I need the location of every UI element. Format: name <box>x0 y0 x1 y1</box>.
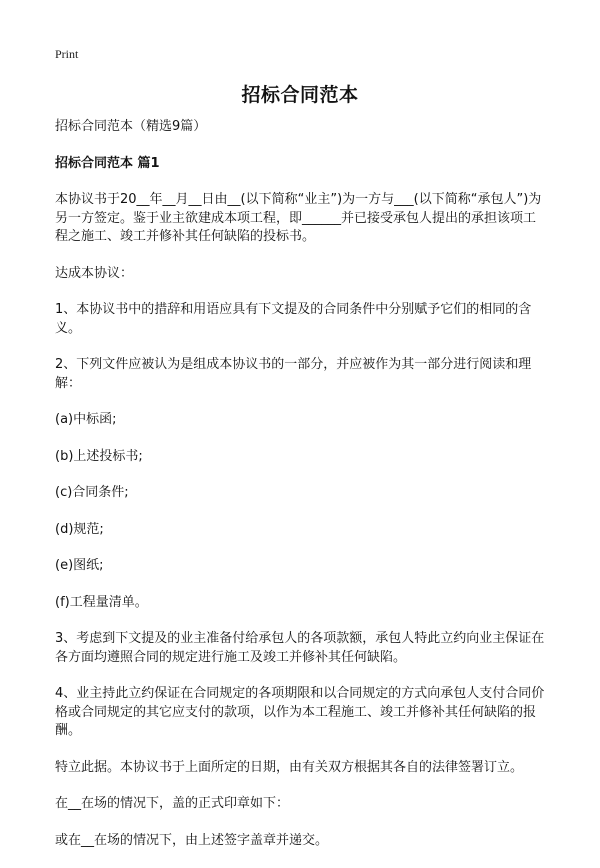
list-item-d: (d)规范; <box>55 521 104 537</box>
paragraph-agreement: 达成本协议： <box>55 265 134 281</box>
paragraph-witness: 特立此据。本协议书于上面所定的日期，由有关双方根据其各自的法律签署订立。 <box>55 759 524 775</box>
paragraph-clause-1: 1、本协议书中的措辞和用语应具有下文提及的合同条件中分别赋予它们的相同的含义。 <box>55 302 532 336</box>
list-item-c: (c)合同条件; <box>55 485 129 500</box>
document-title: 招标合同范本 <box>241 84 359 106</box>
paragraph-clause-4: 4、业主持此立约保证在合同规定的各项期限和以合同规定的方式向承包人支付合同价格或合同规定的其它应支付的款项，以作为本工程施工、竣工并修补其任何缺陷的报酬。 <box>55 686 545 738</box>
section-heading: 招标合同范本 篇1 <box>55 155 160 171</box>
document-body <box>55 118 545 868</box>
list-item-a: (a)中标函; <box>55 412 117 427</box>
paragraph-signature: 或在__在场的情况下，由上述签字盖章并递交。 <box>55 832 329 848</box>
print-label: Print <box>55 47 79 61</box>
paragraph-clause-2: 2、下列文件应被认为是组成本协议书的一部分，并应被作为其一部分进行阅读和理解： <box>55 357 532 391</box>
list-item-f: (f)工程量清单。 <box>55 594 148 610</box>
paragraph-seal: 在__在场的情况下，盖的正式印章如下： <box>55 796 290 811</box>
list-item-e: (e)图纸; <box>55 558 104 573</box>
paragraph-intro: 本协议书于20__年__月__日由__(以下简称“业主”)为一方与___(以下简称“承包人”)为另一方签定。鉴于业主欲建成本项工程，即______并已接受承包人提出的承担该项工程之施工、竣工并修补其任何缺陷的投标书。 <box>55 192 542 244</box>
list-item-b: (b)上述投标书; <box>55 448 143 464</box>
document-subtitle: 招标合同范本（精选9篇） <box>55 119 207 134</box>
paragraph-clause-3: 3、考虑到下文提及的业主准备付给承包人的各项款额，承包人特此立约向业主保证在各方面均遵照合同的规定进行施工及竣工并修补其任何缺陷。 <box>55 631 545 665</box>
